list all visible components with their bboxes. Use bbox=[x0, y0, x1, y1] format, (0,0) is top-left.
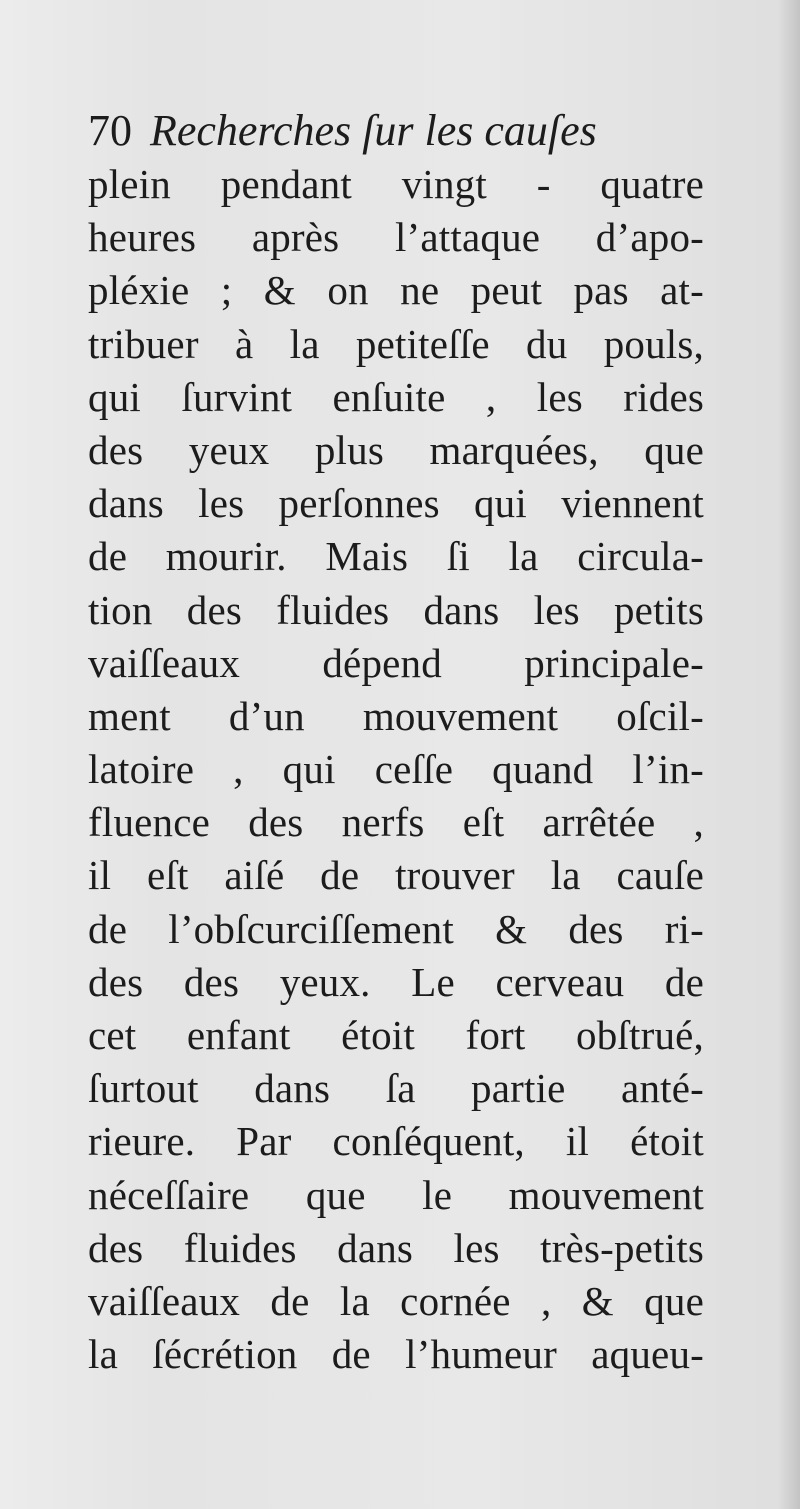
text-line: ment d’un mouvement oſcil- bbox=[88, 692, 704, 739]
text-line: il eſt aiſé de trouver la cauſe bbox=[88, 852, 704, 899]
text-line: des des yeux. Le cerveau de bbox=[88, 958, 704, 1005]
text-line: heures après l’attaque d’apo- bbox=[88, 214, 704, 261]
text-line: plein pendant vingt - quatre bbox=[88, 161, 704, 207]
text-line: rieure. Par conſéquent, il étoit bbox=[88, 1118, 704, 1165]
text-line: latoire , qui ceſſe quand l’in- bbox=[88, 746, 704, 793]
text-line: des yeux plus marquées, que bbox=[88, 426, 704, 473]
page-edge-shadow bbox=[778, 0, 800, 1509]
text-line: vaiſſeaux de la cornée , & que bbox=[88, 1277, 704, 1324]
text-line: fluence des nerfs eſt arrêtée , bbox=[88, 799, 704, 846]
text-line: de mourir. Mais ſi la circula- bbox=[88, 533, 704, 580]
page-number: 70 bbox=[88, 106, 132, 155]
text-line: des fluides dans les très-petits bbox=[88, 1224, 704, 1271]
text-line: cet enfant étoit fort obſtrué, bbox=[88, 1012, 704, 1058]
text-line: la ſécrétion de l’humeur aqueu- bbox=[88, 1331, 704, 1378]
text-line: de l’obſcurciſſement & des ri- bbox=[88, 905, 704, 952]
running-head bbox=[88, 104, 704, 158]
text-line: ſurtout dans ſa partie anté- bbox=[88, 1065, 704, 1112]
text-line: néceſſaire que le mouvement bbox=[88, 1171, 704, 1218]
text-block bbox=[88, 104, 704, 1381]
text-line: tion des fluides dans les petits bbox=[88, 586, 704, 633]
text-line: dans les perſonnes qui viennent bbox=[88, 480, 704, 527]
text-line: pléxie ; & on ne peut pas at- bbox=[88, 267, 704, 314]
running-title: Recherches ſur les cauſes bbox=[150, 106, 597, 155]
text-line: tribuer à la petiteſſe du pouls, bbox=[88, 320, 704, 367]
text-line: qui ſurvint enſuite , les rides bbox=[88, 373, 704, 420]
text-line: vaiſſeaux dépend principale- bbox=[88, 639, 704, 686]
